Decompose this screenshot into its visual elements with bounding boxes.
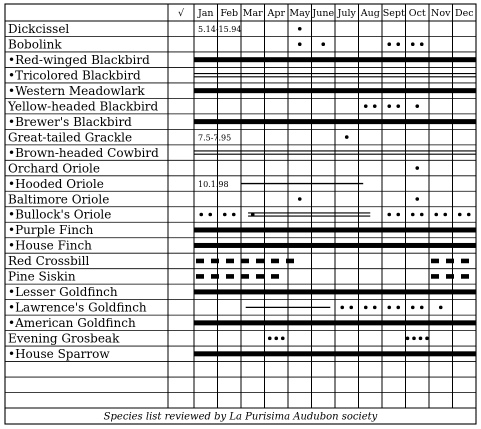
irregular-dash — [446, 259, 454, 264]
rare-sighting-dot — [415, 166, 419, 170]
rare-sighting-dot — [232, 213, 236, 217]
month-label: Feb — [220, 8, 239, 19]
abundant-bar — [194, 243, 476, 248]
abundant-bar — [194, 119, 476, 124]
species-name: •House Finch — [8, 238, 92, 253]
month-label: Aug — [360, 8, 380, 19]
species-name: •Tricolored Blackbird — [8, 68, 141, 83]
month-label: Apr — [267, 8, 285, 19]
record-note: 5.14-15.94 — [198, 24, 242, 34]
rare-sighting-dot — [364, 306, 368, 310]
rare-sighting-dot — [419, 337, 423, 341]
irregular-dash — [256, 259, 264, 264]
irregular-dash — [211, 274, 219, 279]
irregular-dash — [271, 274, 279, 279]
irregular-dash — [241, 259, 249, 264]
species-name: •Purple Finch — [8, 223, 94, 238]
month-label: June — [312, 8, 335, 19]
rare-sighting-dot — [387, 306, 391, 310]
irregular-dash — [431, 259, 439, 264]
irregular-dash — [196, 259, 204, 264]
species-name: •Western Meadowlark — [8, 83, 145, 98]
species-name: •Hooded Oriole — [8, 176, 104, 191]
rare-sighting-dot — [406, 337, 410, 341]
species-name: Red Crossbill — [8, 254, 90, 269]
rare-sighting-dot — [411, 213, 415, 217]
species-name: •Brown-headed Cowbird — [8, 145, 159, 160]
month-label: Jan — [197, 8, 214, 19]
month-label: May — [289, 8, 311, 19]
species-name: Dickcissel — [8, 21, 70, 36]
rare-sighting-dot — [439, 306, 443, 310]
rare-sighting-dot — [281, 337, 285, 341]
rare-sighting-dot — [434, 213, 438, 217]
rare-sighting-dot — [268, 337, 272, 341]
month-label: Sept — [382, 8, 405, 19]
rare-sighting-dot — [364, 104, 368, 108]
species-name: Great-tailed Grackle — [8, 130, 133, 145]
species-name: •Bullock's Oriole — [8, 207, 112, 222]
rare-sighting-dot — [420, 213, 424, 217]
month-label: Nov — [431, 8, 451, 19]
rare-sighting-dot — [415, 104, 419, 108]
species-name: Bobolink — [8, 37, 62, 52]
abundant-bar — [194, 320, 476, 325]
rare-sighting-dot — [321, 42, 325, 46]
irregular-dash — [286, 259, 294, 264]
species-name: •House Sparrow — [8, 347, 110, 362]
irregular-dash — [256, 274, 264, 279]
rare-sighting-dot — [274, 337, 278, 341]
irregular-dash — [271, 259, 279, 264]
species-name: •American Goldfinch — [8, 316, 136, 331]
rare-sighting-dot — [387, 104, 391, 108]
rare-sighting-dot — [298, 197, 302, 201]
record-note: 7.5-7.95 — [198, 133, 232, 143]
rare-sighting-dot — [208, 213, 212, 217]
rare-sighting-dot — [458, 213, 462, 217]
species-name: Yellow-headed Blackbird — [8, 99, 159, 114]
rare-sighting-dot — [425, 337, 429, 341]
irregular-dash — [226, 274, 234, 279]
irregular-dash — [196, 274, 204, 279]
rare-sighting-dot — [340, 306, 344, 310]
rare-sighting-dot — [298, 42, 302, 46]
rare-sighting-dot — [415, 197, 419, 201]
rare-sighting-dot — [349, 306, 353, 310]
irregular-dash — [461, 259, 469, 264]
irregular-dash — [241, 274, 249, 279]
abundant-bar — [194, 351, 476, 356]
species-name: •Red-winged Blackbird — [8, 52, 150, 67]
abundant-bar — [194, 88, 476, 93]
month-label: Oct — [408, 8, 426, 19]
abundant-bar — [194, 227, 476, 232]
rare-sighting-dot — [396, 213, 400, 217]
species-name: Orchard Oriole — [8, 161, 100, 176]
irregular-dash — [461, 274, 469, 279]
abundant-bar — [194, 289, 476, 294]
rare-sighting-dot — [411, 42, 415, 46]
rare-sighting-dot — [387, 213, 391, 217]
rare-sighting-dot — [443, 213, 447, 217]
rare-sighting-dot — [420, 42, 424, 46]
irregular-dash — [446, 274, 454, 279]
species-name: •Lesser Goldfinch — [8, 285, 118, 300]
month-label: Dec — [454, 8, 474, 19]
footer-credit: Species list reviewed by La Purisima Audubon society — [103, 411, 378, 423]
rare-sighting-dot — [223, 213, 227, 217]
rare-sighting-dot — [396, 42, 400, 46]
rare-sighting-dot — [298, 27, 302, 31]
rare-sighting-dot — [411, 306, 415, 310]
species-name: Pine Siskin — [8, 269, 76, 284]
rare-sighting-dot — [387, 42, 391, 46]
species-name: •Brewer's Blackbird — [8, 114, 132, 129]
irregular-dash — [431, 274, 439, 279]
species-name: Evening Grosbeak — [8, 331, 120, 346]
record-note: 10.1.98 — [198, 179, 229, 189]
species-name: Baltimore Oriole — [8, 192, 110, 207]
rare-sighting-dot — [199, 213, 203, 217]
rare-sighting-dot — [467, 213, 471, 217]
check-column-header: √ — [177, 8, 185, 19]
month-label: July — [337, 8, 356, 19]
rare-sighting-dot — [412, 337, 416, 341]
rare-sighting-dot — [420, 306, 424, 310]
rare-sighting-dot — [396, 104, 400, 108]
rare-sighting-dot — [373, 104, 377, 108]
species-name: •Lawrence's Goldfinch — [8, 300, 147, 315]
irregular-dash — [211, 259, 219, 264]
rare-sighting-dot — [373, 306, 377, 310]
irregular-dash — [226, 259, 234, 264]
rare-sighting-dot — [396, 306, 400, 310]
rare-sighting-dot — [345, 135, 349, 139]
month-label: Mar — [242, 8, 263, 19]
abundant-bar — [194, 57, 476, 62]
